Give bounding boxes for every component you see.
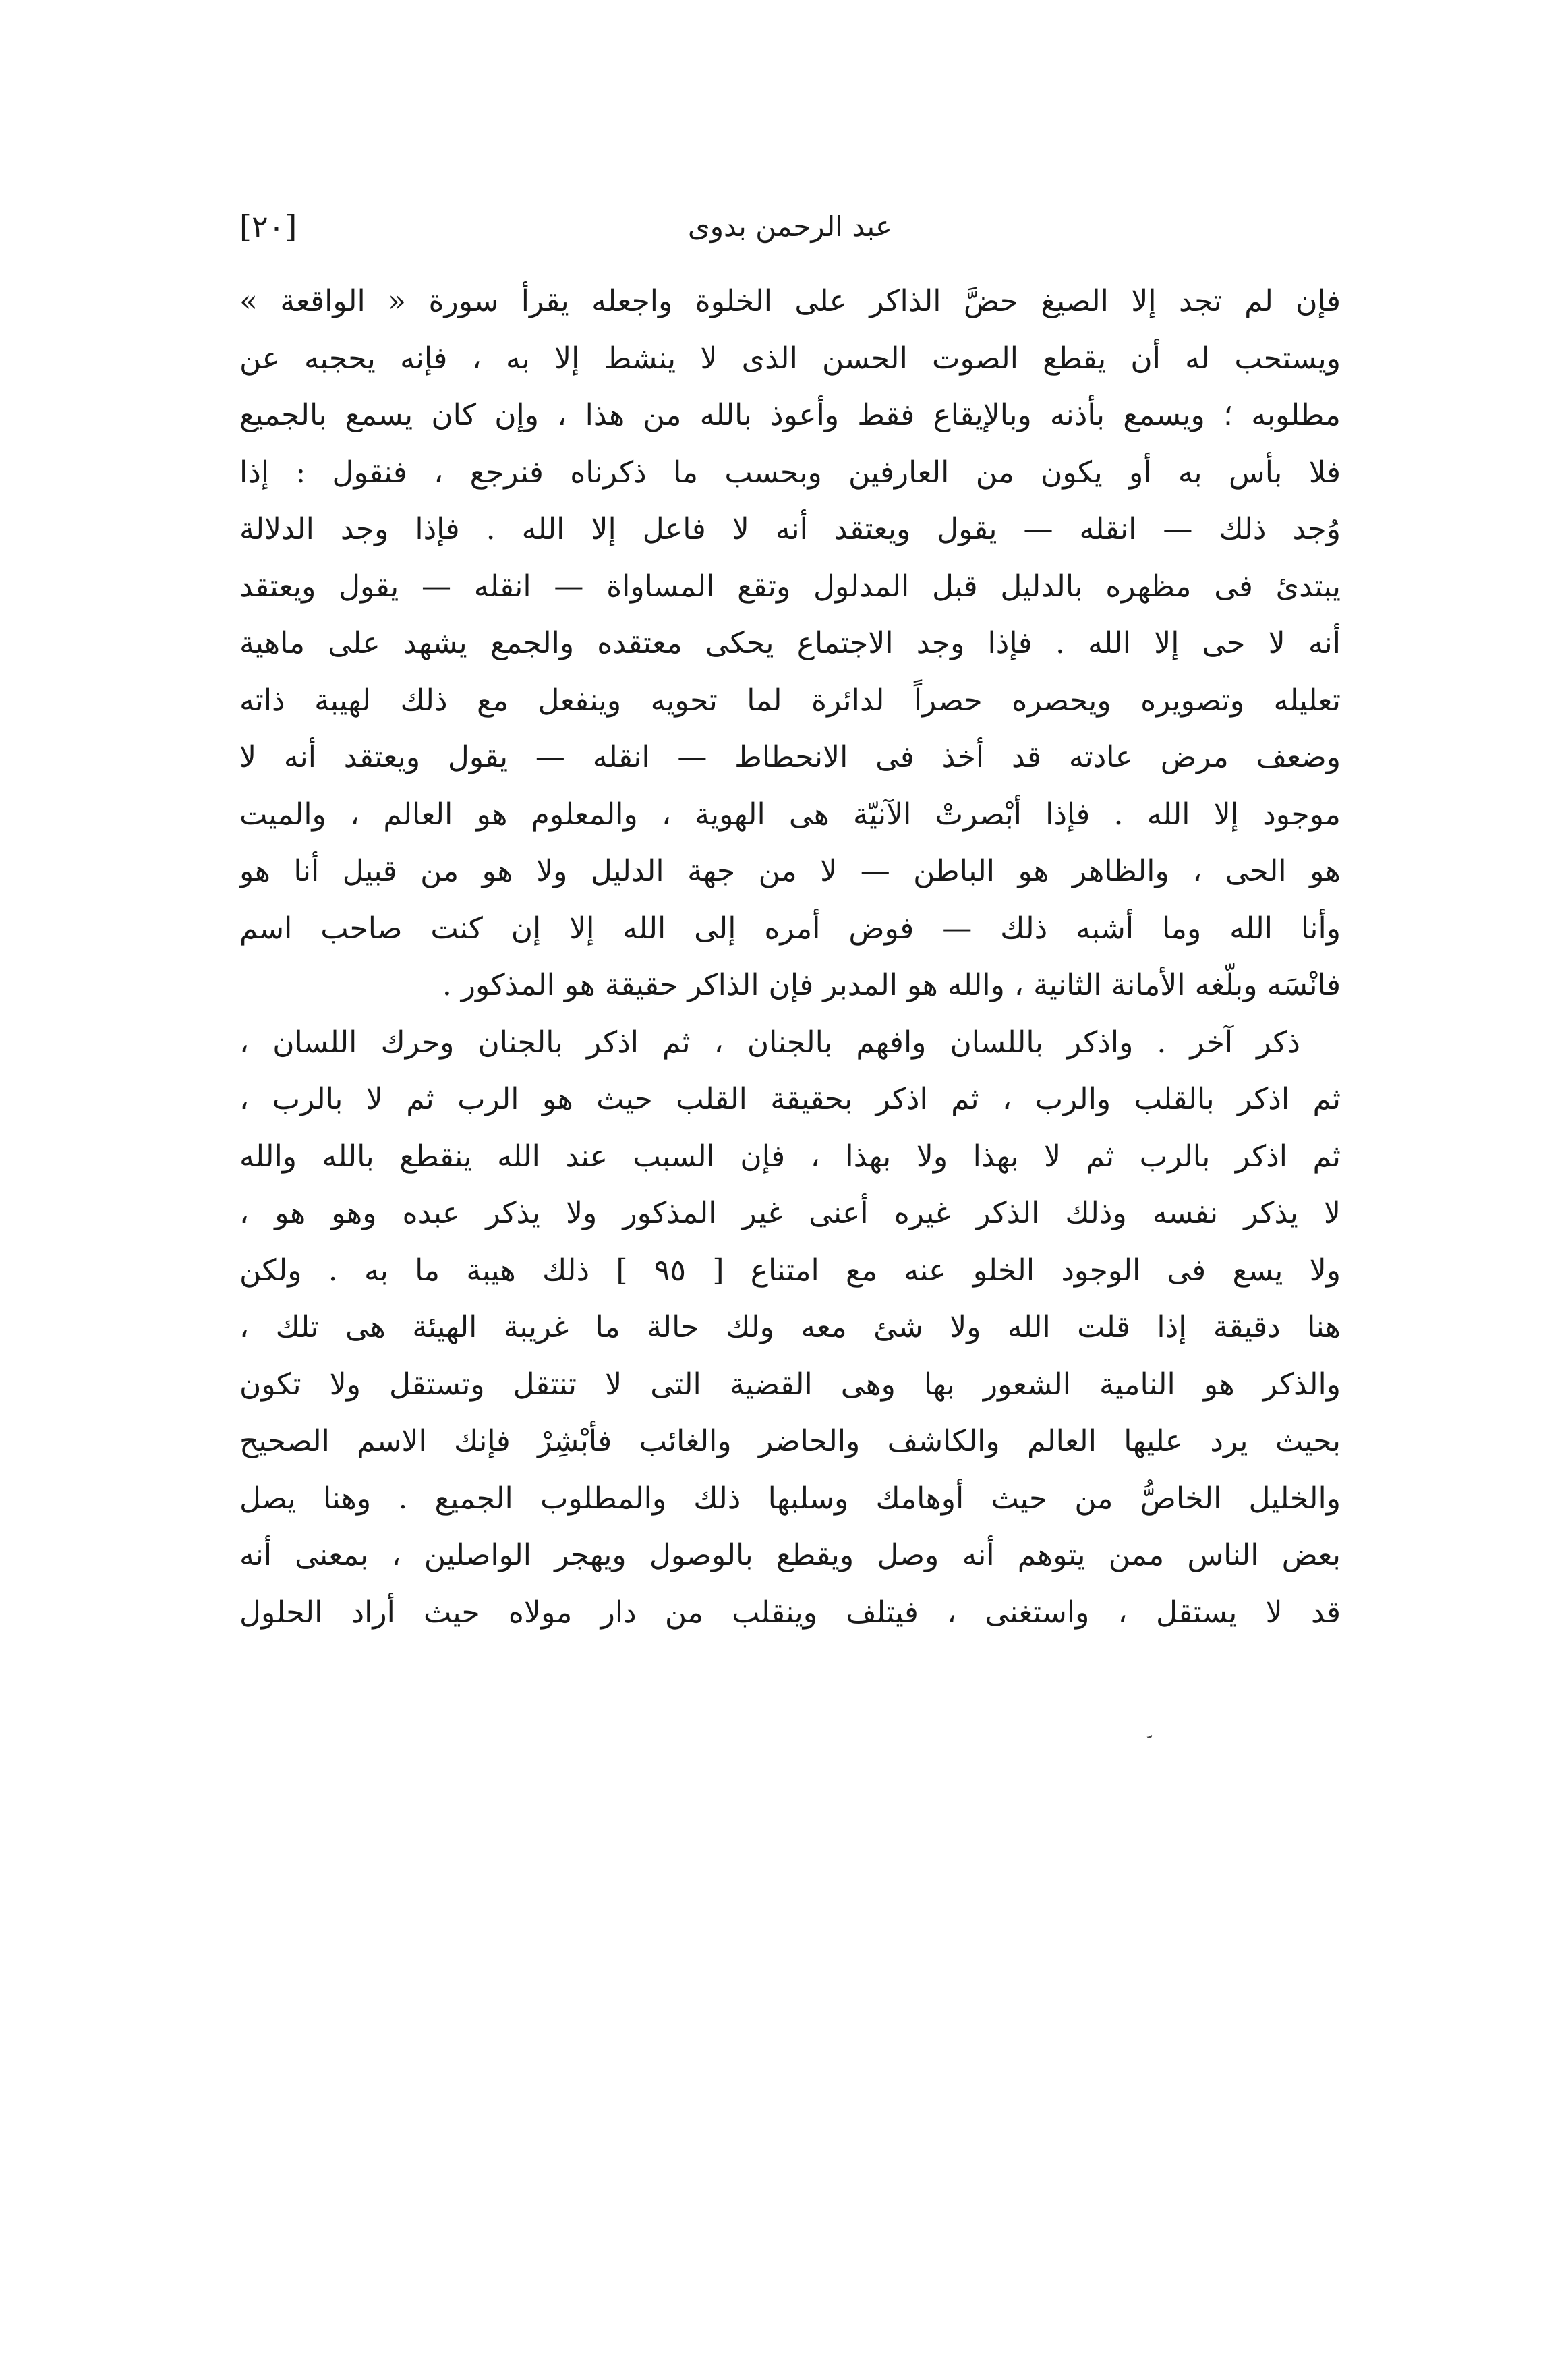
text-line: وُجد ذلك — انقله — يقول ويعتقد أنه لا فاعل إلا الله . فإذا وجد الدلالة	[239, 512, 1341, 546]
ink-speck	[1146, 1732, 1153, 1739]
text-line: لا يذكر نفسه وذلك الذكر غيره أعنى غير المذكور ولا يذكر عبده وهو هو ،	[239, 1196, 1341, 1230]
text-line: ثم اذكر بالقلب والرب ، ثم اذكر بحقيقة القلب حيث هو الرب ثم لا بالرب ،	[239, 1082, 1341, 1116]
text-line: هو الحى ، والظاهر هو الباطن — لا من جهة الدليل ولا هو من قبيل أنا هو	[239, 854, 1341, 888]
text-line: فانْسَه وبلّغه الأمانة الثانية ، والله هو المدبر فإن الذاكر حقيقة هو المذكور .	[442, 968, 1341, 1002]
page-header	[239, 200, 1341, 254]
text-line: بعض الناس ممن يتوهم أنه وصل ويقطع بالوصول ويهجر الواصلين ، بمعنى أنه	[239, 1538, 1341, 1572]
running-title: عبد الرحمن بدوى	[687, 210, 893, 243]
text-line: فإن لم تجد إلا الصيغ حضَّ الذاكر على الخلوة واجعله يقرأ سورة « الواقعة »	[239, 284, 1341, 318]
text-line: قد لا يستقل ، واستغنى ، فيتلف وينقلب من دار مولاه حيث أراد الحلول	[239, 1595, 1341, 1630]
text-line: مطلوبه ؛ ويسمع بأذنه وبالإيقاع فقط وأعوذ بالله من هذا ، وإن كان يسمع بالجميع	[239, 398, 1341, 432]
paragraph-2	[239, 1015, 1341, 1642]
text-line: يبتدئ فى مظهره بالدليل قبل المدلول وتقع المساواة — انقله — يقول ويعتقد	[239, 569, 1341, 604]
text-line: تعليله وتصويره ويحصره حصراً لدائرة لما تحويه وينفعل مع ذلك لهيبة ذاته	[239, 683, 1341, 718]
page-number: [٢٠]	[239, 208, 297, 245]
paragraph-1	[239, 273, 1341, 1015]
text-line: هنا دقيقة إذا قلت الله ولا شئ معه ولك حالة ما غريبة الهيئة هى تلك ،	[239, 1310, 1341, 1344]
body-text	[239, 273, 1341, 1641]
text-line: ويستحب له أن يقطع الصوت الحسن الذى لا ينشط إلا به ، فإنه يحجبه عن	[239, 341, 1341, 376]
text-line: ولا يسع فى الوجود الخلو عنه مع امتناع [ ٩٥ ] ذلك هيبة ما به . ولكن	[239, 1253, 1341, 1288]
text-line: وأنا الله وما أشبه ذلك — فوض أمره إلى الله إلا إن كنت صاحب اسم	[239, 911, 1341, 946]
text-line: والذكر هو النامية الشعور بها وهى القضية التى لا تنتقل وتستقل ولا تكون	[239, 1367, 1341, 1402]
text-line: بحيث يرد عليها العالم والكاشف والحاضر والغائب فأبْشِرْ فإنك الاسم الصحيح	[239, 1424, 1341, 1458]
text-line: موجود إلا الله . فإذا أبْصرتْ الآنيّة هى الهوية ، والمعلوم هو العالم ، والميت	[239, 797, 1341, 832]
text-line: فلا بأس به أو يكون من العارفين وبحسب ما ذكرناه فنرجع ، فنقول : إذا	[239, 455, 1341, 490]
text-line: أنه لا حى إلا الله . فإذا وجد الاجتماع يحكى معتقده والجمع يشهد على ماهية	[239, 626, 1341, 660]
text-line: والخليل الخاصُّ من حيث أوهامك وسلبها ذلك والمطلوب الجميع . وهنا يصل	[239, 1481, 1341, 1516]
text-line: ثم اذكر بالرب ثم لا بهذا ولا بهذا ، فإن السبب عند الله ينقطع بالله والله	[239, 1139, 1341, 1174]
text-line: وضعف مرض عادته قد أخذ فى الانحطاط — انقله — يقول ويعتقد أنه لا	[239, 740, 1341, 774]
text-line: ذكر آخر . واذكر باللسان وافهم بالجنان ، ثم اذكر بالجنان وحرك اللسان ،	[239, 1025, 1300, 1060]
